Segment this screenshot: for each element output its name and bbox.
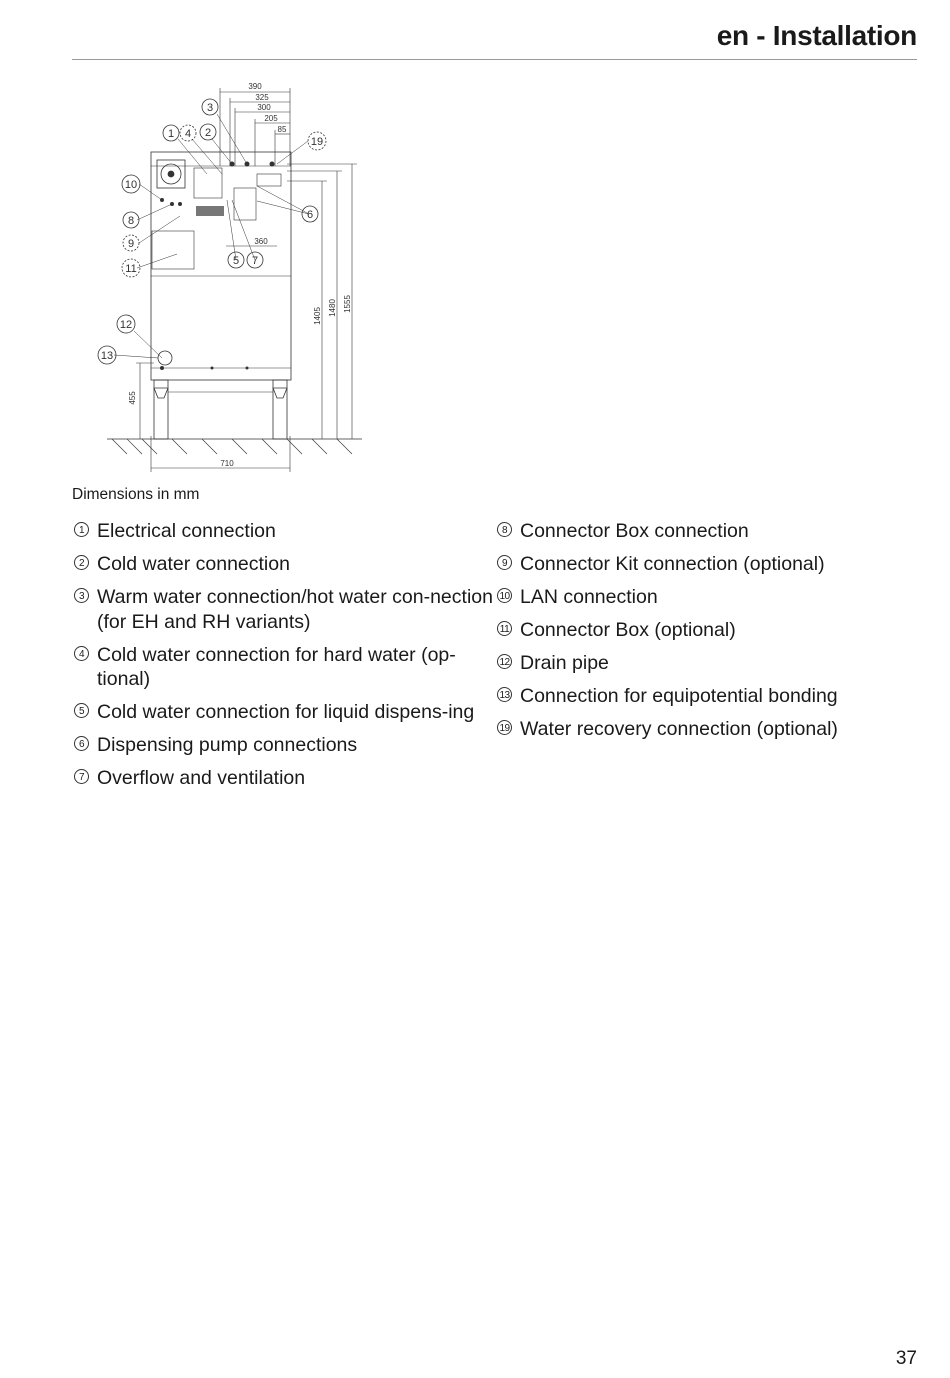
legend-text: Water recovery connection (optional) bbox=[520, 718, 838, 740]
svg-text:9: 9 bbox=[127, 238, 135, 250]
legend-number-badge: 9 bbox=[497, 555, 512, 570]
fan-icon bbox=[157, 160, 185, 188]
page-header-title: en - Installation bbox=[716, 20, 917, 51]
svg-text:10: 10 bbox=[124, 179, 138, 191]
legend-text: Warm water connection/hot water con-nection (for EH and RH variants) bbox=[97, 586, 493, 633]
callout-8 bbox=[123, 212, 139, 228]
svg-text:4: 4 bbox=[184, 128, 192, 140]
legend-item bbox=[74, 552, 494, 577]
legend-text: Cold water connection for liquid dispens-ing bbox=[97, 701, 475, 723]
legend-number-badge: 6 bbox=[74, 736, 89, 751]
legend-number-badge: 12 bbox=[497, 654, 512, 669]
legend-item bbox=[74, 519, 494, 544]
callout-6 bbox=[302, 206, 318, 222]
dimension-drawing bbox=[72, 76, 382, 476]
legend-item bbox=[74, 585, 494, 634]
dim-1555: 1555 bbox=[343, 295, 352, 313]
callout-2 bbox=[200, 124, 216, 140]
legend-number-badge: 13 bbox=[497, 687, 512, 702]
legend-number-badge: 8 bbox=[497, 522, 512, 537]
legend-number-badge: 7 bbox=[74, 769, 89, 784]
svg-text:12: 12 bbox=[119, 319, 133, 331]
legend-text: Connector Kit connection (optional) bbox=[520, 553, 825, 575]
legend-right-column bbox=[497, 519, 917, 750]
callout-3 bbox=[202, 99, 218, 115]
legend-item bbox=[497, 684, 917, 709]
svg-text:13: 13 bbox=[100, 350, 114, 362]
svg-text:11: 11 bbox=[125, 263, 137, 275]
legend-text: Overflow and ventilation bbox=[97, 767, 306, 789]
svg-text:8: 8 bbox=[127, 215, 135, 227]
legend-number-badge: 19 bbox=[497, 720, 512, 735]
legend-text: Drain pipe bbox=[520, 652, 609, 674]
legend-text: Dispensing pump connections bbox=[97, 734, 358, 756]
legend-text: LAN connection bbox=[520, 586, 658, 608]
callout-4 bbox=[180, 125, 196, 141]
legend-item bbox=[497, 585, 917, 610]
dim-1480: 1480 bbox=[328, 299, 337, 317]
pump-connectors bbox=[234, 188, 256, 220]
legend-number-badge: 10 bbox=[497, 588, 512, 603]
callout-leaders bbox=[114, 114, 309, 358]
valve-block bbox=[257, 174, 281, 186]
figure-caption: Dimensions in mm bbox=[72, 486, 200, 503]
drain-pipe-icon bbox=[158, 351, 172, 365]
legend-item bbox=[74, 733, 494, 758]
callout-13 bbox=[98, 346, 116, 364]
dim-710: 710 bbox=[220, 459, 234, 468]
dim-85: 85 bbox=[277, 125, 287, 134]
dim-360: 360 bbox=[254, 237, 268, 246]
dimension-drawing-svg bbox=[72, 76, 382, 476]
legend-number-badge: 3 bbox=[74, 588, 89, 603]
callout-1 bbox=[163, 125, 179, 141]
legend-number-badge: 5 bbox=[74, 703, 89, 718]
callouts bbox=[98, 99, 326, 364]
svg-text:1: 1 bbox=[167, 128, 175, 140]
header-divider bbox=[72, 59, 917, 60]
callout-10 bbox=[122, 175, 140, 193]
legend-text: Connector Box connection bbox=[520, 520, 749, 542]
legend-text: Connector Box (optional) bbox=[520, 619, 736, 641]
legend-number-badge: 2 bbox=[74, 555, 89, 570]
legend-item bbox=[497, 618, 917, 643]
connection-panel bbox=[194, 168, 222, 198]
legend-number-badge: 4 bbox=[74, 646, 89, 661]
svg-text:7: 7 bbox=[251, 255, 259, 267]
floor-hatching bbox=[112, 439, 352, 454]
callout-12 bbox=[117, 315, 135, 333]
legend-text: Cold water connection bbox=[97, 553, 290, 575]
legend-item bbox=[497, 651, 917, 676]
callout-5 bbox=[228, 252, 244, 268]
legend-item bbox=[74, 700, 494, 725]
legend-text: Connection for equipotential bonding bbox=[520, 685, 838, 707]
dim-1405: 1405 bbox=[313, 307, 322, 325]
dim-300: 300 bbox=[257, 103, 271, 112]
svg-text:6: 6 bbox=[306, 209, 314, 221]
svg-text:5: 5 bbox=[232, 255, 240, 267]
legend-item bbox=[497, 519, 917, 544]
legend-number-badge: 1 bbox=[74, 522, 89, 537]
svg-text:19: 19 bbox=[310, 136, 324, 148]
page-number: 37 bbox=[895, 1348, 917, 1369]
dim-205: 205 bbox=[264, 114, 278, 123]
legend-text: Cold water connection for hard water (op-tional) bbox=[97, 643, 456, 690]
legend-item bbox=[74, 766, 494, 791]
legend-text: Electrical connection bbox=[97, 520, 276, 542]
connector-box bbox=[152, 231, 194, 269]
callout-9 bbox=[123, 235, 139, 251]
callout-7 bbox=[247, 252, 263, 268]
dim-390: 390 bbox=[248, 82, 262, 91]
legend-item bbox=[497, 717, 917, 742]
svg-text:2: 2 bbox=[204, 127, 212, 139]
callout-19 bbox=[308, 132, 326, 150]
dim-325: 325 bbox=[255, 93, 269, 102]
label-plate bbox=[196, 206, 224, 216]
legend-item bbox=[497, 552, 917, 577]
svg-text:3: 3 bbox=[206, 102, 214, 114]
cabinet-legs bbox=[154, 380, 287, 439]
legend-item bbox=[74, 643, 494, 692]
legend-number-badge: 11 bbox=[497, 621, 512, 636]
dim-455: 455 bbox=[128, 391, 137, 405]
top-dimension-lines bbox=[151, 88, 290, 472]
legend-left-column bbox=[74, 519, 494, 799]
